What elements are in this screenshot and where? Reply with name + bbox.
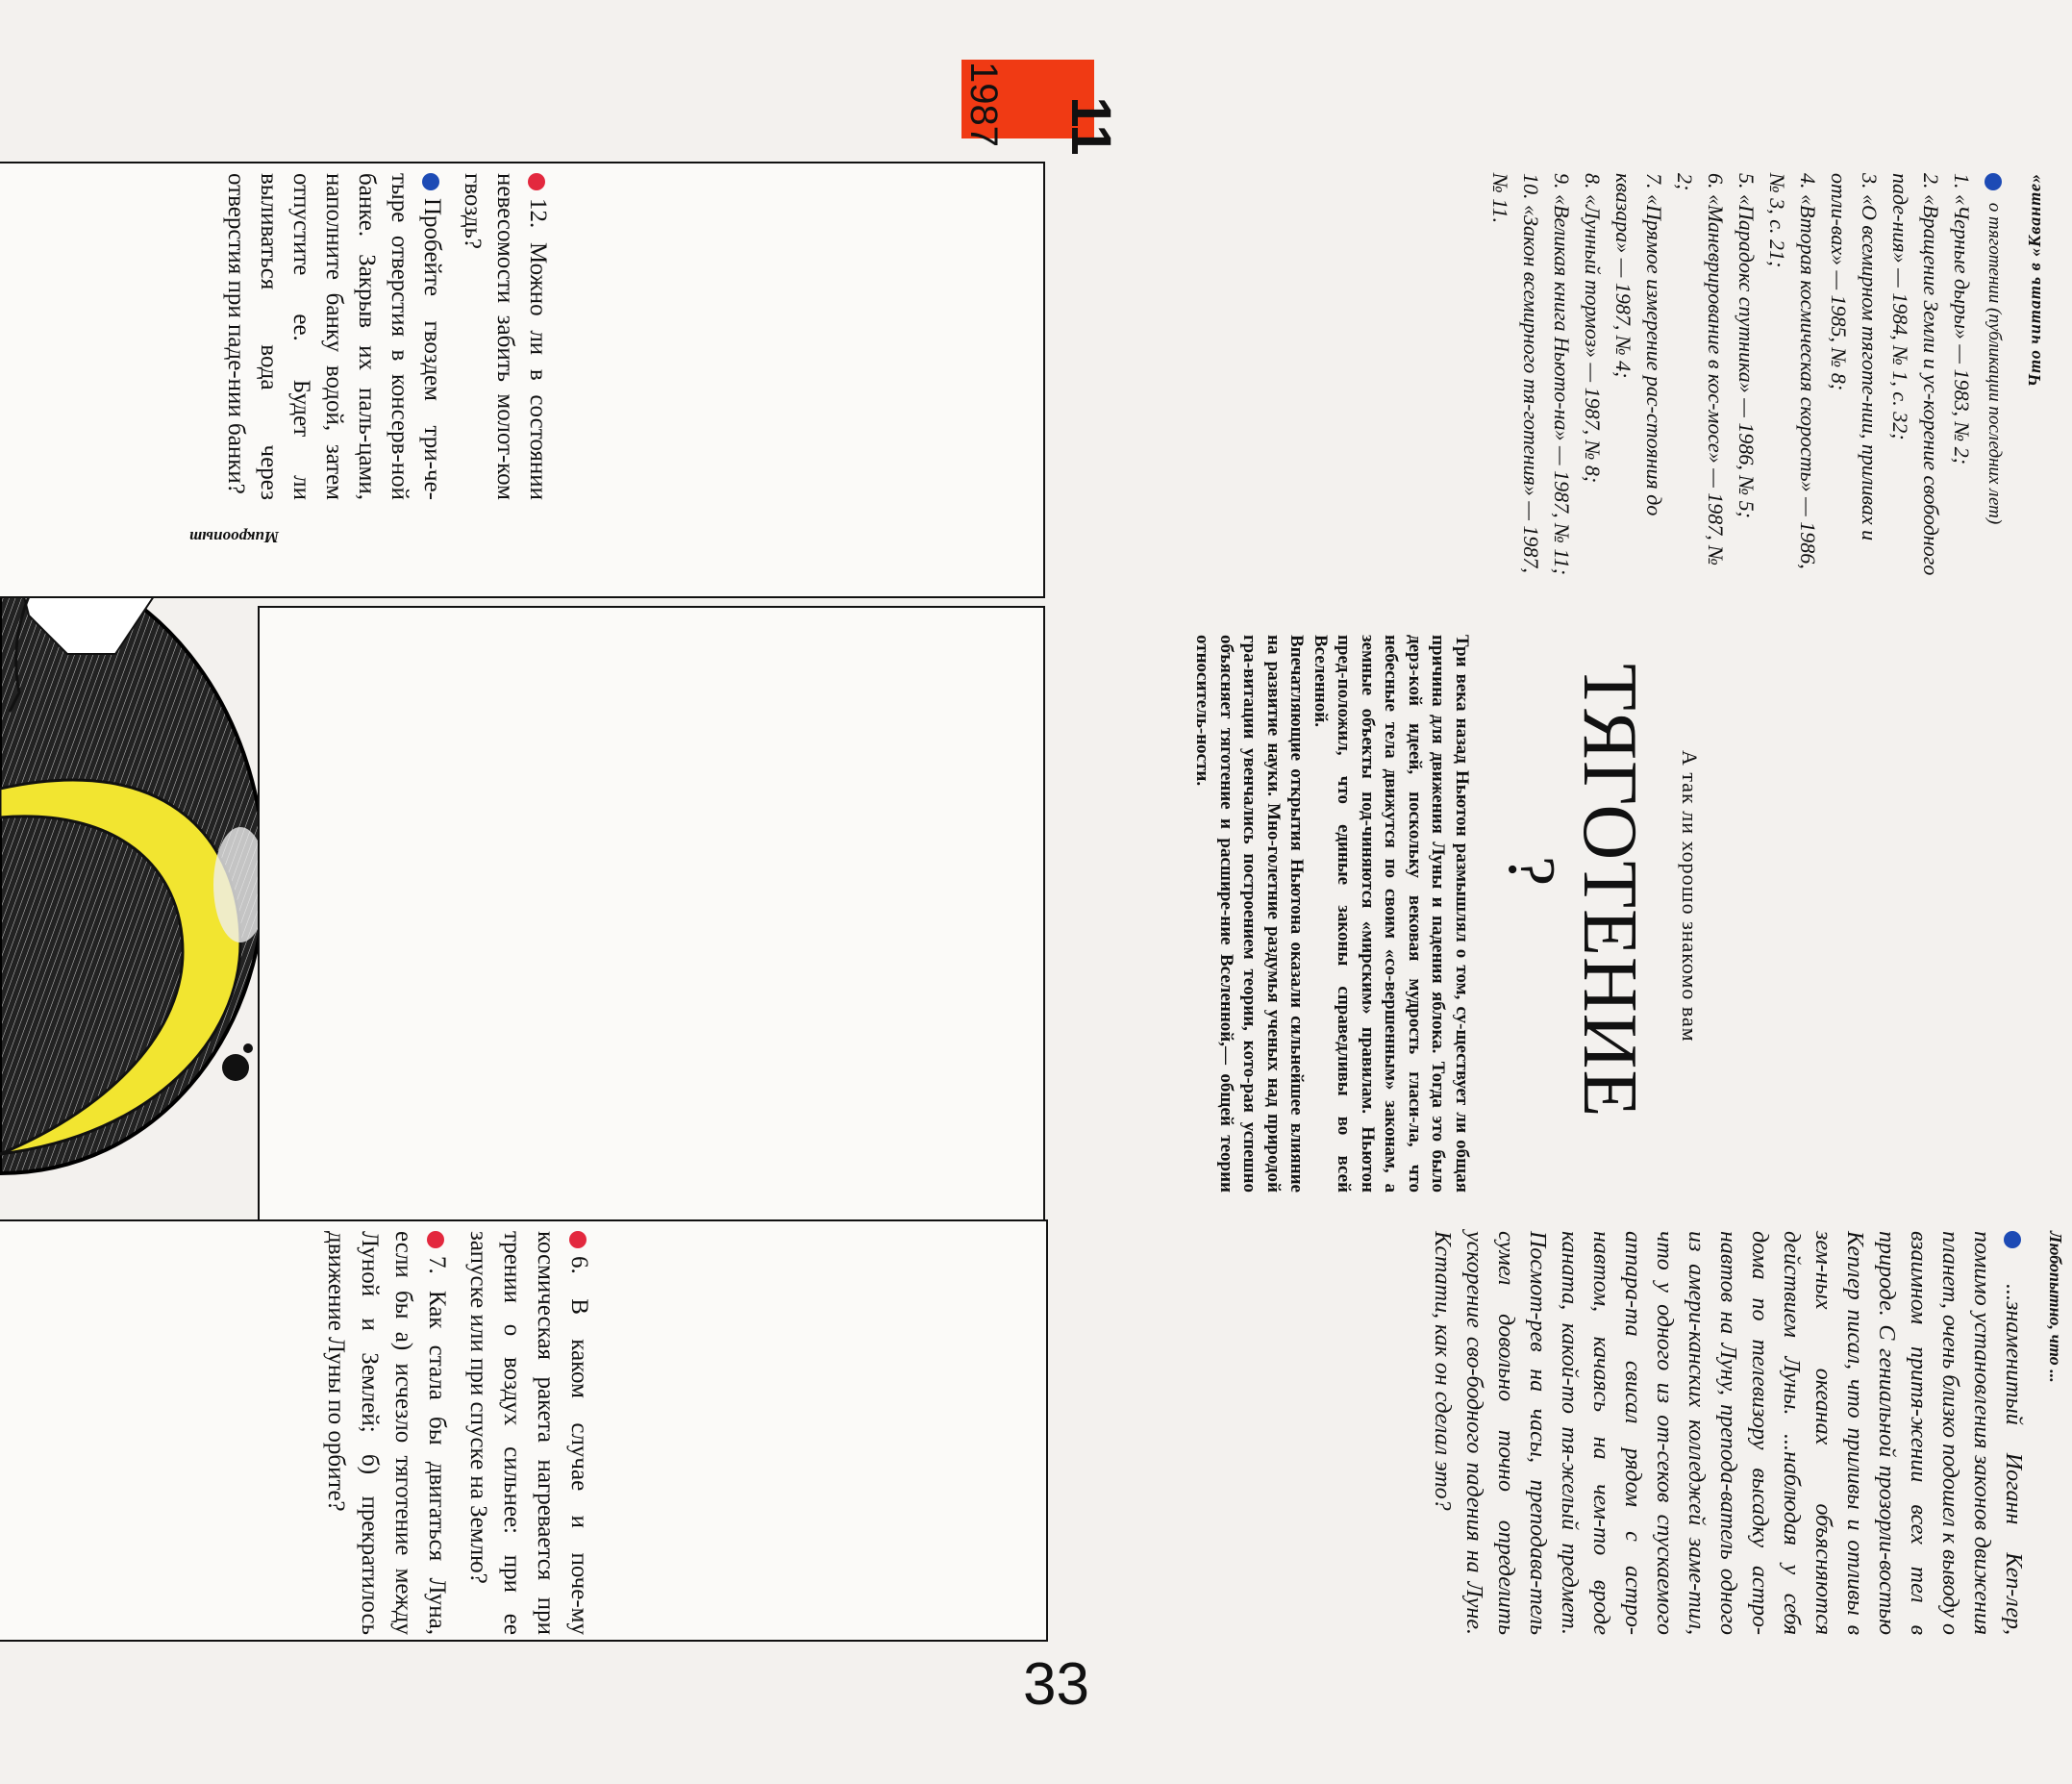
article-title: ТЯГОТЕНИЕ (1567, 664, 1652, 1118)
curious-fact-kepler: ...знаменитый Иоганн Кеп-лер, помимо установления законов движения планет, очень близко подошел к выводу о взаимном притя-жении всех тел в природе. С гениальной прозорли-востью Кеплер писал, что приливы и отливы в зем-ных океанах объясняются действием Луны. (1779, 1231, 2026, 1636)
bullet-red-dot (569, 1231, 587, 1248)
micro-heading: Микроопыт (188, 528, 279, 546)
reference-item: 5. «Парадокс спутника» — 1986, № 5; (1735, 173, 1759, 518)
micro-experiment-text: Пробейте гвоздем три-че-тыре отверстия в консерв-ной банке. Закрыв их паль-цами, наполните банку водой, затем отпустите ее. Будет ли выливаться вода через отверстия при паде-нии банки? (223, 173, 445, 500)
reference-item: 3. «О всемирном тяготе-нии, приливах и отли-вах» — 1985, № 8; (1827, 173, 1882, 541)
article-paragraph: Впечатляющие открытия Ньютона оказали сильнейшее влияние на развитие науки. Мно-голетние раздумья ученых над природой гра-витации увенчались построением теории, кото-рая успешно объясняет тяготение и расшире-ние Вселенной,— общей теории относитель-ности. (1192, 635, 1308, 1193)
reference-item: 8. «Лунный тормоз» — 1987, № 8; (1581, 173, 1605, 484)
issue-number: 11 (1060, 96, 1122, 156)
bullet-blue-dot (1985, 173, 2002, 190)
curious-fact-moon: ...наблюдая у себя дома по телевизору высадку астро-навтов на Луну, препода-ватель одного из амери-канских колледжей заме-тил, что у одного из от-секов спускаемого аппара-та свисал рядом с астро-навтом, качаясь на чем-то вроде каната, какой-то тя-желый предмет. Посмот-рев на часы, преподава-тель сумел довольно точно определить ускорение сво-бодного падения на Луне. Кстати, как он сделал это? (1430, 1231, 1804, 1635)
page-number: 33 (1023, 1651, 1089, 1718)
center-panel (258, 606, 1045, 1225)
reference-item: 6. «Маневрирование в кос-мосе» — 1987, № 2; (1673, 173, 1728, 565)
micro-experiment (223, 173, 554, 500)
question-6: 6. В каком случае и поче-му космическая ракета нагревается при трении о воздух сильнее: при ее запуске или при спуске на Землю? (465, 1231, 592, 1635)
reference-item: 1. «Черные дыры» — 1983, № 2; (1950, 173, 1974, 465)
right-frame-content (1034, 173, 2053, 577)
reference-item: 10. «Закон всемирного тя-готения» — 1987, № 11. (1488, 173, 1543, 573)
moon-apple-illustration (0, 539, 260, 1193)
questions-6-7 (308, 1231, 596, 1635)
reading-intro: о тяготении (публикации последних лет) (1985, 202, 2005, 525)
bottom-frame-content (1038, 1231, 2072, 1635)
reference-item: 7. «Прямое измерение рас-стояния до квазара» — 1987, № 4; (1611, 173, 1666, 516)
bullet-red-dot (528, 173, 545, 190)
title-question-mark: ? (1494, 856, 1568, 887)
center-content (1000, 635, 1702, 1193)
reference-item: 4. «Вторая космическая скорость» — 1986, № 3, с. 21; (1765, 173, 1820, 569)
curious-heading: Любопытно, что ... (2046, 1231, 2065, 1383)
bullet-blue-dot (2004, 1231, 2021, 1248)
reading-list (1485, 173, 2053, 577)
article-kicker: А так ли хорошо знакомо вам (1678, 750, 1702, 1043)
reference-item: 2. «Вращение Земли и ус-корение свободного паде-ния» — 1984, № 1, с. 32; (1888, 173, 1943, 576)
bullet-blue-dot (422, 173, 439, 190)
question-7: 7. Как стала бы двигаться Луна, если бы а) исчезло тяготение между Луной и Землей; б) прекратилось движение Луны по орбите? (323, 1231, 450, 1635)
bullet-red-dot (427, 1231, 444, 1248)
question-12: 12. Можно ли в состоянии невесомости забить молот-ком гвоздь? (460, 173, 551, 500)
year-label: 1987 (962, 62, 1005, 147)
reference-item: 9. «Великая книга Ньюто-на» — 1987, № 11; (1550, 173, 1574, 576)
article-paragraph: Три века назад Ньютон размышлял о том, су-ществует ли общая причина для движения Луны и падения яблока. Тогда это было дерз-кой идеей, поскольку вековая мудрость гласи-ла, что небесные тела движутся по своим «со-вершенным» законам, а земные объекты под-чиняются «мирским» правилам. Ньютон пред-положил, что единые законы справедливы во всей Вселенной. (1311, 635, 1472, 1193)
reading-heading: Что читать в «Кванте» (2025, 173, 2044, 388)
